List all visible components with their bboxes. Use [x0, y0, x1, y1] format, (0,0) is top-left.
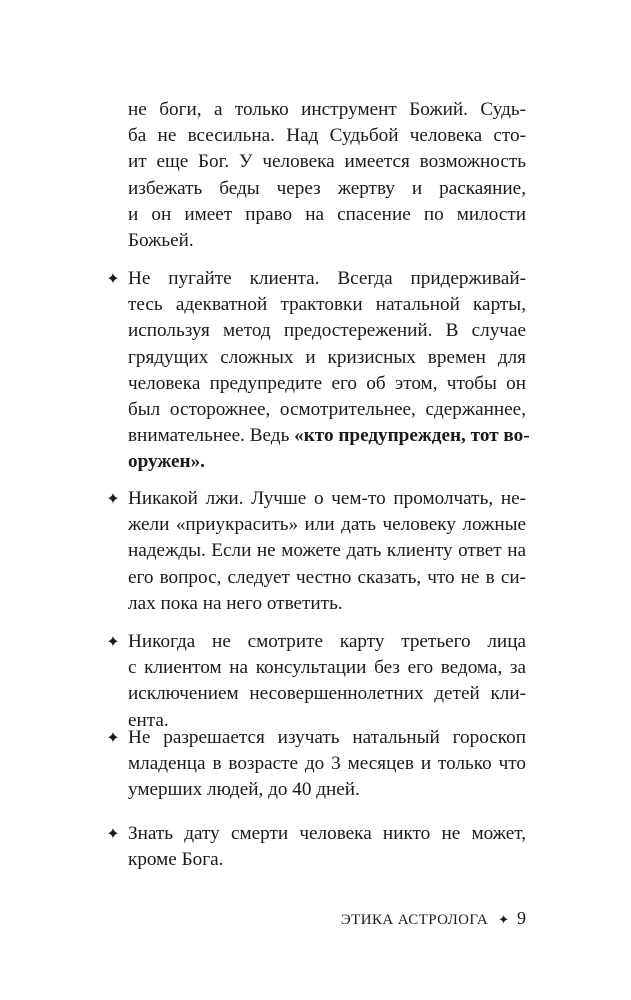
text-line: избежать беды через жертву и раскаяние, [128, 177, 526, 199]
page-number: 9 [517, 908, 526, 928]
text-line: тесь адекватной трактовки натальной карты, [128, 294, 526, 316]
text-line: жели «приукрасить» или дать человеку ложные [128, 514, 526, 536]
bullet-star-icon: ✦ [106, 269, 120, 288]
text-line: и он имеет право на спасение по милости [128, 203, 526, 225]
text-line: надежды. Если не можете дать клиенту ответ на [128, 540, 526, 562]
text-line: Никогда не смотрите карту третьего лица [128, 631, 526, 652]
text-line: был осторожнее, осмотрительнее, сдержаннее, [128, 398, 526, 420]
text-line: ента. [128, 709, 169, 731]
text-line: грядущих сложных и кризисных времен для [128, 346, 526, 368]
text-line: младенца в возрасте до 3 месяцев и только что [128, 753, 526, 775]
text-bold-quote: оружен». [128, 451, 205, 473]
text-line: ит еще Бог. У человека имеется возможность [128, 151, 526, 173]
bullet-star-icon: ✦ [106, 824, 120, 843]
running-title: ЭТИКА АСТРОЛОГА [340, 912, 489, 928]
text-line: Не разрешается изучать натальный гороскоп [128, 727, 526, 748]
text-line: лах пока на него ответить. [128, 592, 343, 614]
text-line: ба не всесильна. Над Судьбой человека сто- [128, 125, 526, 147]
text-line: его вопрос, следует честно сказать, что не в си- [128, 566, 526, 588]
text-bold-quote: «кто предупрежден, тот во- [294, 425, 530, 447]
page-footer [300, 905, 526, 931]
text-line: исключением несовершеннолетних детей кли- [128, 683, 526, 705]
text-plain: внимательнее. Ведь [128, 425, 295, 447]
text-line: используя метод предостережений. В случае [128, 320, 526, 342]
text-line: Божьей. [128, 229, 194, 251]
text-line [128, 423, 530, 449]
text-line: Знать дату смерти человека никто не может, [128, 823, 526, 844]
bullet-star-icon: ✦ [106, 632, 120, 651]
text-line: кроме Бога. [128, 849, 224, 871]
list-item-infant-horoscope [128, 725, 526, 804]
text-line: Никакой лжи. Лучше о чем-то промолчать, не- [128, 488, 526, 509]
text-line: умерших людей, до 40 дней. [128, 779, 360, 801]
list-item-dont-scare-client [128, 266, 530, 476]
text-line: не боги, а только инструмент Божий. Судь- [128, 99, 526, 120]
list-item-no-lies [128, 486, 526, 617]
text-line: человека предупредите его об этом, чтобы он [128, 372, 526, 394]
bullet-star-icon: ✦ [106, 728, 120, 747]
list-item-date-of-death [128, 821, 526, 873]
footer-star-icon: ✦ [498, 913, 509, 928]
bullet-star-icon: ✦ [106, 489, 120, 508]
text-line: Не пугайте клиента. Всегда придерживай- [128, 268, 526, 289]
list-item-third-party-chart [128, 629, 526, 734]
text-line: с клиентом на консультации без его ведома, за [128, 657, 526, 679]
paragraph-continuation [128, 97, 526, 254]
text-line [128, 449, 526, 475]
